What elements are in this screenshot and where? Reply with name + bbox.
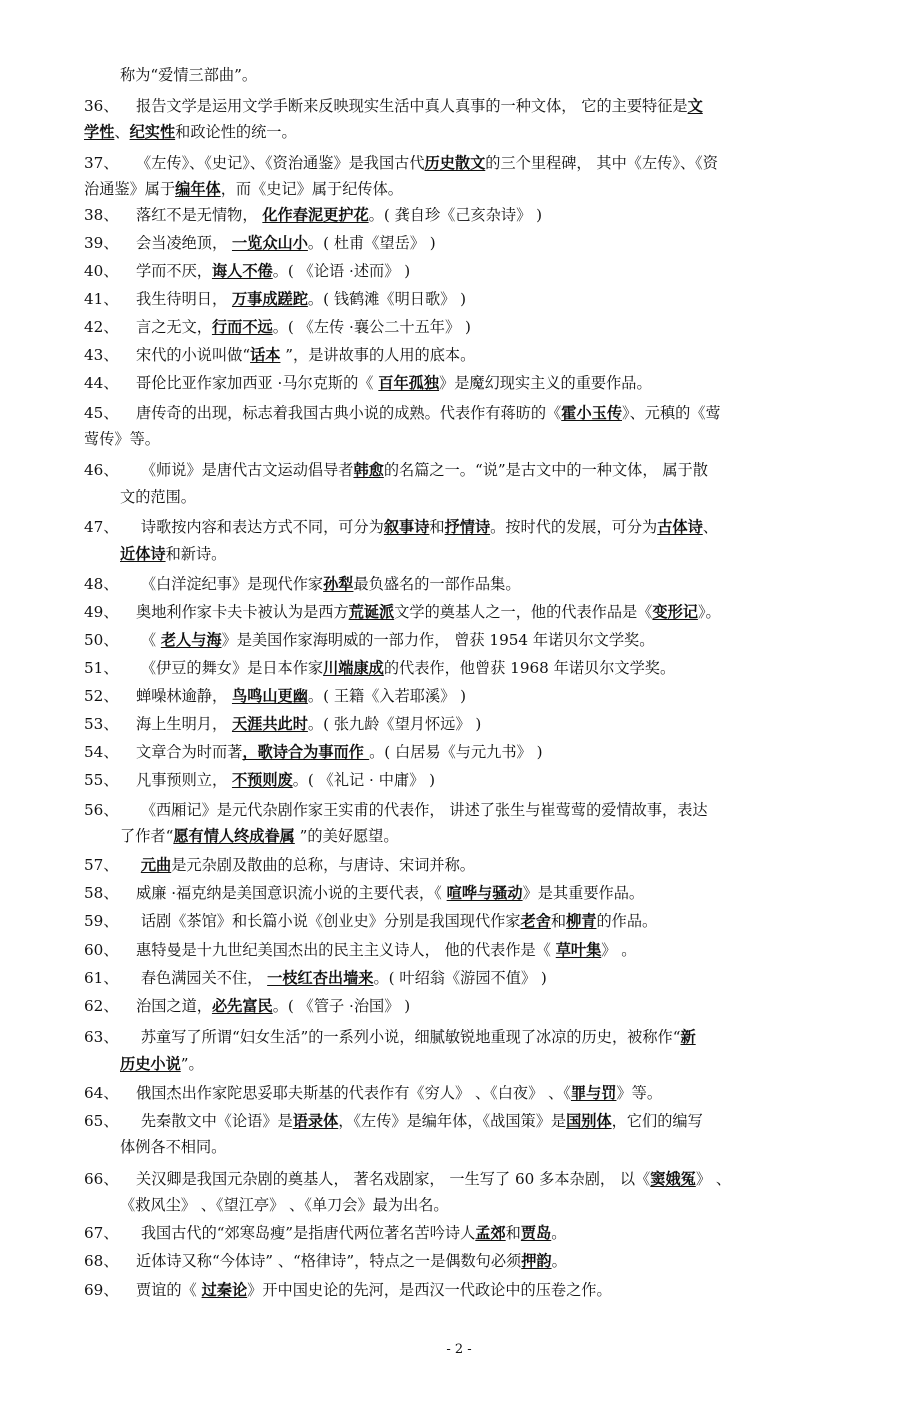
question-line-continuation [84, 119, 840, 145]
answer-text: 一览众山小 [231, 234, 308, 252]
question-line [84, 150, 840, 176]
question-text: 。 [551, 1224, 567, 1242]
question-number: 54、 [84, 743, 119, 761]
question-text: 和 [429, 518, 445, 536]
answer-text: 历史散文 [424, 154, 486, 172]
question-line [84, 230, 840, 256]
question-number: 61、 [84, 969, 119, 987]
question-text: 》是美国作家海明威的一部力作， 曾获 1954 年诺贝尔文学奖。 [221, 631, 655, 649]
question-number: 49、 [84, 603, 119, 621]
question-line [84, 1108, 840, 1134]
question-text: 、 [114, 123, 130, 141]
question-line [84, 993, 840, 1019]
question-text: 唐传奇的出现，标志着我国古典小说的成熟。代表作有蒋昉的《 [136, 404, 562, 422]
question-text: 》是魔幻现实主义的重要作品。 [439, 374, 652, 392]
answer-text: 学性 [84, 123, 115, 141]
question-number: 39、 [84, 234, 119, 252]
question-number: 55、 [84, 771, 119, 789]
question-line [84, 880, 840, 906]
question-text: 。( 叶绍翁《游园不值》 ) [373, 969, 547, 987]
answer-text: 变形记 [652, 603, 698, 621]
question-text: 。按时代的发展，可分为 [490, 518, 658, 536]
question-line [84, 571, 840, 597]
question-text: 关汉卿是我国元杂剧的奠基人， 著名戏剧家， 一生写了 60 多本杂剧， 以《 [136, 1170, 651, 1188]
answer-text: 历史小说 [120, 1055, 181, 1073]
answer-text: 草叶集 [555, 941, 602, 959]
question-line [84, 400, 840, 426]
question-line [84, 457, 840, 483]
answer-text: 化作春泥更护花 [262, 206, 369, 224]
question-text: ”。 [180, 1055, 204, 1073]
question-line [84, 342, 840, 368]
answer-text: 古体诗 [657, 518, 703, 536]
question-text: ”的美好愿望。 [294, 827, 399, 845]
answer-text: 老人与海 [160, 631, 222, 649]
question-text: 哥伦比亚作家加西亚 ·马尔克斯的《 [136, 374, 379, 392]
question-line [84, 852, 840, 878]
question-number: 65、 [84, 1112, 119, 1130]
answer-text: 喧哗与骚动 [446, 884, 523, 902]
question-line [84, 1248, 840, 1274]
question-number: 50、 [84, 631, 119, 649]
question-number: 36、 [84, 97, 119, 115]
answer-text: 抒情诗 [444, 518, 491, 536]
question-text: 学而不厌， [136, 262, 212, 280]
answer-text: 万事成蹉跎 [231, 290, 308, 308]
question-line-continuation [84, 426, 840, 452]
question-text: 《师说》是唐代古文运动倡导者 [136, 461, 354, 479]
question-text: 言之无文， [136, 318, 212, 336]
question-text: 》、元稹的《莺 [622, 404, 721, 422]
question-text: 威廉 ·福克纳是美国意识流小说的主要代表，《 [136, 884, 447, 902]
question-text: 我生待明日， [136, 290, 232, 308]
question-text: 和新诗。 [165, 545, 227, 563]
answer-text: 鸟鸣山更幽 [231, 687, 308, 705]
answer-text: 语录体 [292, 1112, 339, 1130]
question-line [84, 739, 840, 765]
answer-text: 一枝红杏出墙来 [267, 969, 374, 987]
question-text: 。( 《左传 ·襄公二十五年》 ) [272, 318, 471, 336]
question-number: 59、 [84, 912, 119, 930]
question-text: 会当凌绝顶， [136, 234, 232, 252]
question-text: 蝉噪林逾静， [136, 687, 232, 705]
answer-text: 霍小玉传 [561, 404, 622, 422]
question-line [84, 93, 840, 119]
question-text: 惠特曼是十九世纪美国杰出的民主主义诗人， 他的代表作是《 [136, 941, 556, 959]
question-number: 56、 [84, 801, 119, 819]
question-text: ，《左传》是编年体，《战国策》是 [338, 1112, 567, 1130]
answer-text: 百年孤独 [378, 374, 440, 392]
question-text: 苏童写了所谓“妇女生活”的一系列小说，细腻敏锐地重现了冰凉的历史，被称作“ [136, 1028, 681, 1046]
question-text: 报告文学是运用文学手断来反映现实生活中真人真事的一种文体， 它的主要特征是 [136, 97, 688, 115]
question-text: 宋代的小说叫做“ [136, 346, 251, 364]
question-text: 《左传》、《史记》、《资治通鉴》是我国古代 [136, 154, 425, 172]
answer-text: 编年体 [175, 180, 221, 198]
question-text: 《伊豆的舞女》是日本作家 [136, 659, 324, 677]
question-line [84, 314, 840, 340]
question-text: 文章合为时而著 [136, 743, 243, 761]
question-line [84, 1277, 840, 1303]
answer-text: 近体诗 [120, 545, 166, 563]
answer-text: ，歌诗合为事而作 [242, 743, 370, 761]
question-text: 海上生明月， [136, 715, 232, 733]
question-number: 57、 [84, 856, 119, 874]
answer-text: 川端康成 [323, 659, 384, 677]
question-number: 63、 [84, 1028, 119, 1046]
answer-text: 国别体 [566, 1112, 612, 1130]
question-line [84, 655, 840, 681]
question-line [84, 937, 840, 963]
question-text: 奥地利作家卡夫卡被认为是西方 [136, 603, 349, 621]
question-line [84, 965, 840, 991]
answer-text: 诲人不倦 [211, 262, 273, 280]
question-text: 文的范围。 [120, 488, 196, 506]
question-line [84, 711, 840, 737]
question-line [84, 797, 840, 823]
answer-text: 元曲 [140, 856, 172, 874]
question-text: 》是其重要作品。 [522, 884, 645, 902]
question-text: 治通鉴》属于 [84, 180, 176, 198]
question-line-continuation [84, 176, 840, 202]
question-line [84, 1220, 840, 1246]
question-text: 的名篇之一。“说”是古文中的一种文体， 属于散 [383, 461, 708, 479]
question-text: 的作品。 [596, 912, 658, 930]
question-number: 44、 [84, 374, 119, 392]
question-number: 51、 [84, 659, 119, 677]
question-number: 68、 [84, 1252, 119, 1270]
answer-text: 荒诞派 [348, 603, 395, 621]
question-line [84, 514, 840, 540]
answer-text: 行而不远 [211, 318, 273, 336]
answer-text: 必先富民 [211, 997, 273, 1015]
answer-text: 贾岛 [520, 1224, 552, 1242]
answer-text: 柳青 [566, 912, 597, 930]
question-line [84, 767, 840, 793]
question-text: 。 [551, 1252, 567, 1270]
question-text: 落红不是无情物， [136, 206, 263, 224]
question-text: 。( 白居易《与元九书》 ) [369, 743, 543, 761]
question-text: 》。 [697, 603, 721, 621]
question-text: ，而《史记》属于纪传体。 [220, 180, 403, 198]
question-number: 37、 [84, 154, 119, 172]
question-number: 38、 [84, 206, 119, 224]
question-line [84, 1166, 840, 1192]
question-line [84, 258, 840, 284]
question-text: 。( 张九龄《望月怀远》 ) [307, 715, 482, 733]
question-text: 话剧《茶馆》和长篇小说《创业史》分别是我国现代作家 [136, 912, 521, 930]
question-text: 治国之道， [136, 997, 212, 1015]
answer-text: 天涯共此时 [231, 715, 308, 733]
question-text: 。( 钱鹤滩《明日歌》 ) [307, 290, 467, 308]
answer-text: 押韵 [521, 1252, 552, 1270]
question-line-continuation [120, 1134, 840, 1160]
question-number: 53、 [84, 715, 119, 733]
question-text: 和 [505, 1224, 521, 1242]
answer-text: 叙事诗 [383, 518, 430, 536]
question-line-continuation [120, 484, 840, 510]
question-text: 》 。 [601, 941, 637, 959]
question-number: 69、 [84, 1281, 119, 1299]
question-text: 。( 王籍《入若耶溪》 ) [307, 687, 467, 705]
question-number: 58、 [84, 884, 119, 902]
question-text: 诗歌按内容和表达方式不同，可分为 [136, 518, 384, 536]
answer-text: 罪与罚 [570, 1084, 617, 1102]
question-text: 、 [702, 518, 718, 536]
answer-text: 新 [680, 1028, 696, 1046]
question-text: 贾谊的《 [136, 1281, 202, 1299]
answer-text: 韩愈 [353, 461, 384, 479]
question-text: 文学的奠基人之一，他的代表作品是《 [394, 603, 653, 621]
question-text: 莺传》等。 [84, 430, 160, 448]
question-number: 60、 [84, 941, 119, 959]
question-text: 了作者“ [120, 827, 174, 845]
question-text: 俄国杰出作家陀思妥耶夫斯基的代表作有《穷人》 、《白夜》 、《 [136, 1084, 571, 1102]
question-line [84, 370, 840, 396]
question-text: ，它们的编写 [611, 1112, 703, 1130]
page-number: - 2 - [446, 1342, 472, 1357]
question-line-continuation [120, 541, 840, 567]
question-text: 。( 《论语 ·述而》 ) [272, 262, 411, 280]
question-text: 《白洋淀纪事》是现代作家 [136, 575, 324, 593]
answer-text: 窦娥冤 [650, 1170, 696, 1188]
question-line [84, 1024, 840, 1050]
question-text: 春色满园关不住， [136, 969, 268, 987]
answer-text: 话本 [250, 346, 281, 364]
question-number: 41、 [84, 290, 119, 308]
question-text: 近体诗又称“今体诗” 、“格律诗”，特点之一是偶数句必须 [136, 1252, 522, 1270]
question-text: 体例各不相同。 [120, 1138, 227, 1156]
answer-text: 文 [687, 97, 703, 115]
question-text: 》开中国史论的先河，是西汉一代政论中的压卷之作。 [247, 1281, 612, 1299]
question-number: 67、 [84, 1224, 119, 1242]
question-text: 》 、 [695, 1170, 732, 1188]
answer-text: 纪实性 [129, 123, 176, 141]
question-text: 称为“爱情三部曲”。 [120, 66, 258, 84]
question-number: 62、 [84, 997, 119, 1015]
question-text: 是元杂剧及散曲的总称，与唐诗、宋词并称。 [171, 856, 475, 874]
question-line-continuation [120, 1192, 840, 1218]
question-text: 和政论性的统一。 [175, 123, 297, 141]
question-line [84, 908, 840, 934]
answer-text: 愿有情人终成眷属 [173, 827, 295, 845]
question-text: 。( 杜甫《望岳》 ) [307, 234, 436, 252]
question-text: 我国古代的“郊寒岛瘦”是指唐代两位著名苦吟诗人 [136, 1224, 476, 1242]
question-text: 和 [550, 912, 567, 930]
question-number: 42、 [84, 318, 119, 336]
question-line [84, 627, 840, 653]
question-text: 《 [136, 631, 161, 649]
question-number: 66、 [84, 1170, 119, 1188]
question-text: 《西厢记》是元代杂剧作家王实甫的代表作， 讲述了张生与崔莺莺的爱情故事，表达 [136, 801, 708, 819]
question-number: 52、 [84, 687, 119, 705]
question-number: 40、 [84, 262, 119, 280]
question-number: 48、 [84, 575, 119, 593]
question-number: 64、 [84, 1084, 119, 1102]
question-line [84, 683, 840, 709]
question-number: 46、 [84, 461, 119, 479]
question-line [84, 599, 840, 625]
question-line-continuation [120, 823, 840, 849]
question-line [84, 202, 840, 228]
question-text: 》等。 [616, 1084, 663, 1102]
answer-text: 不预则废 [231, 771, 293, 789]
question-text: 最负盛名的一部作品集。 [353, 575, 521, 593]
answer-text: 孟郊 [475, 1224, 506, 1242]
question-text: 的代表作，他曾获 1968 年诺贝尔文学奖。 [383, 659, 676, 677]
question-line-continuation [120, 1051, 840, 1077]
question-text: 。( 《管子 ·治国》 ) [272, 997, 411, 1015]
question-text: 的三个里程碑， 其中《左传》、《资 [485, 154, 718, 172]
answer-text: 过秦论 [201, 1281, 248, 1299]
question-number: 47、 [84, 518, 119, 536]
question-number: 45、 [84, 404, 119, 422]
question-text: 。( 龚自珍《己亥杂诗》 ) [368, 206, 543, 224]
question-line [84, 286, 840, 312]
question-text: ”，是讲故事的人用的底本。 [280, 346, 476, 364]
question-line [84, 1080, 840, 1106]
question-text: 。( 《礼记 · 中庸》 ) [292, 771, 436, 789]
answer-text: 老舍 [520, 912, 551, 930]
question-line-continuation [120, 62, 840, 88]
question-text: 《救风尘》 、《望江亭》 、《单刀会》最为出名。 [120, 1196, 449, 1214]
question-text: 先秦散文中《论语》是 [136, 1112, 293, 1130]
question-number: 43、 [84, 346, 119, 364]
question-text: 凡事预则立， [136, 771, 232, 789]
answer-text: 孙犁 [323, 575, 354, 593]
